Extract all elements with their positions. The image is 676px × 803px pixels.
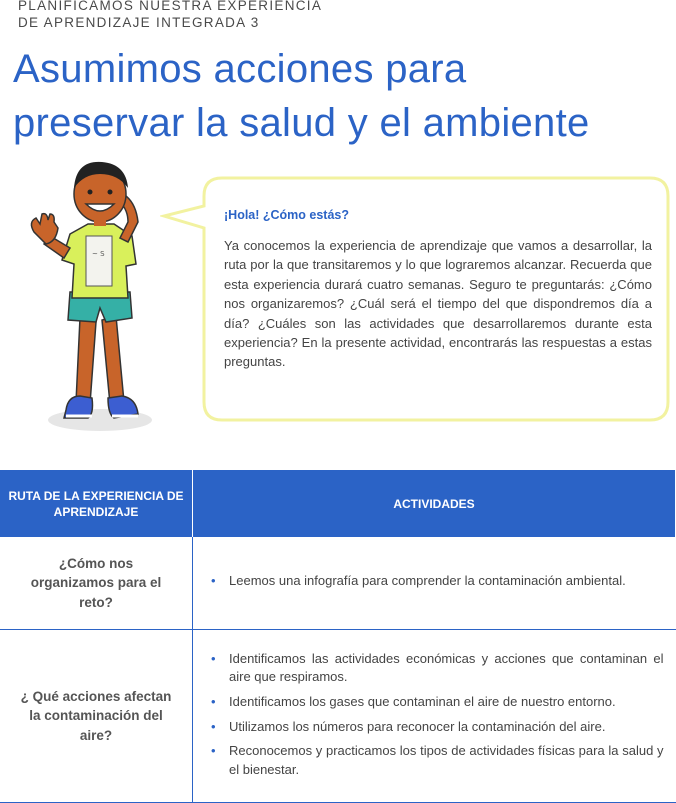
activity-list xyxy=(209,572,664,591)
route-question: ¿Cómo nos organizamos para el reto? xyxy=(0,537,193,630)
svg-text:~ S: ~ S xyxy=(92,250,105,258)
waving-boy-illustration xyxy=(14,152,174,436)
column-header-activities: ACTIVIDADES xyxy=(193,470,676,537)
title-line-1: Asumimos acciones para xyxy=(13,47,467,91)
route-question: ¿ Qué acciones afectan la contaminación del aire? xyxy=(0,630,193,803)
column-header-route: RUTA DE LA EXPERIENCIA DE APRENDIZAJE xyxy=(0,470,193,537)
title-line-2: preservar la salud y el ambiente xyxy=(13,101,590,145)
speech-bubble xyxy=(202,176,670,420)
route-table xyxy=(0,470,676,803)
table-header-row xyxy=(0,470,676,537)
activities-cell xyxy=(193,630,676,803)
bubble-text: Ya conocemos la experiencia de aprendizaje que vamos a desarrollar, la ruta por la que transitaremos y lo que lograremos alcanzar. Recuerda que esta experiencia durará cuatro semanas. Seguro te preguntarás: ¿Cómo nos organizaremos? ¿Cuál será el tiempo del que dispondremos día a día? ¿Cuáles son las actividades que desarrollaremos durante esta experiencia? En la presente actividad, encontrarás las respuestas a estas preguntas. xyxy=(224,238,652,370)
activity-item: • Utilizamos los números para reconocer la contaminación del aire. xyxy=(209,718,664,737)
kicker-line-2: DE APRENDIZAJE INTEGRADA 3 xyxy=(18,15,260,30)
activity-item: • Leemos una infografía para comprender la contaminación ambiental. xyxy=(209,572,664,591)
section-kicker xyxy=(18,0,322,31)
activity-item: • Identificamos las actividades económicas y acciones que contaminan el aire que respiramos. xyxy=(209,650,664,687)
bubble-greeting: ¡Hola! ¿Cómo estás? xyxy=(224,208,350,222)
activities-cell xyxy=(193,537,676,630)
activity-list xyxy=(209,650,664,780)
page-title xyxy=(13,42,590,150)
activity-item: • Reconocemos y practicamos los tipos de actividades físicas para la salud y el bienestar. xyxy=(209,742,664,779)
table-row xyxy=(0,537,676,630)
kicker-line-1: PLANIFICAMOS NUESTRA EXPERIENCIA xyxy=(18,0,323,13)
table-row xyxy=(0,630,676,803)
activity-item: • Identificamos los gases que contaminan el aire de nuestro entorno. xyxy=(209,693,664,712)
